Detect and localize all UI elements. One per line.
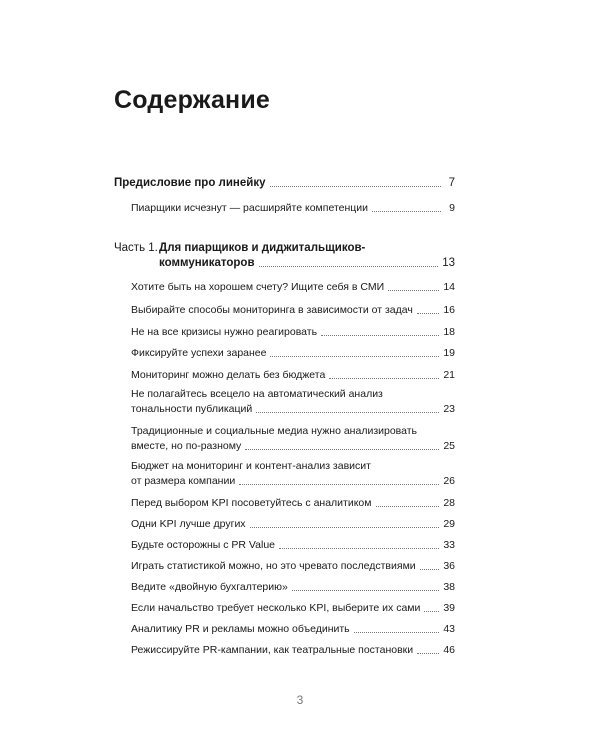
toc-entry-page: 39 xyxy=(443,602,455,614)
toc-entry[interactable] xyxy=(131,368,455,383)
toc-entry-title: Хотите быть на хорошем счету? Ищите себя в СМИ xyxy=(131,281,385,293)
part-title-line1: Для пиарщиков и диджитальщиков- xyxy=(159,242,366,254)
toc-entry-page: 43 xyxy=(443,623,455,635)
toc-entry-title: Ведите «двойную бухгалтерию» xyxy=(131,581,288,593)
toc-entry-title-line2: тональности публикаций xyxy=(131,403,253,415)
toc-leader xyxy=(259,266,439,267)
toc-leader xyxy=(417,653,439,654)
toc-leader xyxy=(372,211,441,212)
toc-entry-title: Аналитику PR и рекламы можно объединить xyxy=(131,623,350,635)
toc-entry[interactable] xyxy=(131,601,455,616)
toc-entry-title-line2: вместе, но по-разному xyxy=(131,440,242,452)
toc-entry-title-line2: от размера компании xyxy=(131,475,236,487)
toc-leader xyxy=(270,186,442,187)
toc-entry-page: 21 xyxy=(443,369,455,381)
toc-entry-page: 9 xyxy=(449,202,455,214)
toc-entry[interactable] xyxy=(131,643,455,658)
toc-entry-part1[interactable] xyxy=(159,241,455,271)
toc-entry[interactable] xyxy=(131,496,455,511)
toc-entry-title: Перед выбором KPI посоветуйтесь с аналитиком xyxy=(131,497,372,509)
toc-entry[interactable] xyxy=(131,346,455,361)
toc-leader xyxy=(239,484,439,485)
toc-entry-title-line1: Традиционные и социальные медиа нужно анализировать xyxy=(131,425,418,437)
toc-entry[interactable] xyxy=(131,580,455,595)
toc-entry-page: 7 xyxy=(448,177,455,189)
toc-entry[interactable] xyxy=(131,459,455,489)
toc-entry[interactable] xyxy=(131,424,455,454)
toc-entry-page: 36 xyxy=(443,560,455,572)
toc-leader xyxy=(354,632,440,633)
toc-entry-page: 25 xyxy=(443,440,455,452)
toc-entry-page: 19 xyxy=(443,347,455,359)
toc-entry[interactable] xyxy=(131,538,455,553)
toc-entry[interactable] xyxy=(131,622,455,637)
toc-entry-page: 38 xyxy=(443,581,455,593)
page-number: 3 xyxy=(296,693,304,707)
toc-entry-title: Мониторинг можно делать без бюджета xyxy=(131,369,326,381)
page-title: Содержание xyxy=(114,86,271,114)
toc-entry-page: 23 xyxy=(443,403,455,415)
toc-entry-title: Будьте осторожны с PR Value xyxy=(131,539,276,551)
toc-leader xyxy=(321,335,439,336)
toc-leader xyxy=(256,412,439,413)
toc-entry-preface[interactable] xyxy=(114,176,455,191)
toc-entry-page: 29 xyxy=(443,518,455,530)
toc-entry-page: 46 xyxy=(443,644,455,656)
toc-entry-page: 13 xyxy=(442,257,455,269)
toc-entry[interactable] xyxy=(131,559,455,574)
toc-entry-page: 16 xyxy=(443,304,455,316)
toc-entry[interactable] xyxy=(131,387,455,417)
toc-entry-title-line1: Не полагайтесь всецело на автоматический анализ xyxy=(131,388,383,400)
toc-entry-page: 18 xyxy=(443,326,455,338)
toc-entry[interactable] xyxy=(131,280,455,295)
toc-leader xyxy=(329,378,439,379)
toc-entry-title: Одни KPI лучше других xyxy=(131,518,246,530)
toc-leader xyxy=(292,590,439,591)
toc-entry-title: Выбирайте способы мониторинга в зависимости от задач xyxy=(131,304,413,316)
toc-entry[interactable] xyxy=(131,303,455,318)
toc-entry-title: Предисловие про линейку xyxy=(114,177,266,189)
toc-entry[interactable] xyxy=(131,325,455,340)
toc-entry-title: Не на все кризисы нужно реагировать xyxy=(131,326,318,338)
toc-leader xyxy=(417,313,440,314)
toc-entry-page: 14 xyxy=(443,281,455,293)
toc-leader xyxy=(424,611,439,612)
toc-leader xyxy=(245,449,439,450)
toc-leader xyxy=(420,569,440,570)
part-title-line2: коммуникаторов xyxy=(159,257,255,269)
toc-entry-title: Фиксируйте успехи заранее xyxy=(131,347,267,359)
toc-leader xyxy=(270,356,439,357)
toc-leader xyxy=(388,290,439,291)
toc-entry-title: Пиарщики исчезнут — расширяйте компетенции xyxy=(131,202,369,214)
toc-entry-title: Режиссируйте PR-кампании, как театральные постановки xyxy=(131,644,414,656)
toc-entry-title: Если начальство требует несколько KPI, выберите их сами xyxy=(131,602,421,614)
toc-leader xyxy=(250,527,440,528)
toc-entry-title-line1: Бюджет на мониторинг и контент-анализ зависит xyxy=(131,460,371,472)
toc-entry-page: 33 xyxy=(443,539,455,551)
part-label: Часть 1. xyxy=(114,242,158,254)
toc-entry[interactable] xyxy=(131,517,455,532)
toc-leader xyxy=(376,506,440,507)
toc-entry-page: 28 xyxy=(443,497,455,509)
toc-entry-preface-sub[interactable] xyxy=(131,201,455,216)
toc-leader xyxy=(279,548,439,549)
toc-entry-page: 26 xyxy=(443,475,455,487)
toc-entry-title: Играть статистикой можно, но это чревато последствиями xyxy=(131,560,416,572)
